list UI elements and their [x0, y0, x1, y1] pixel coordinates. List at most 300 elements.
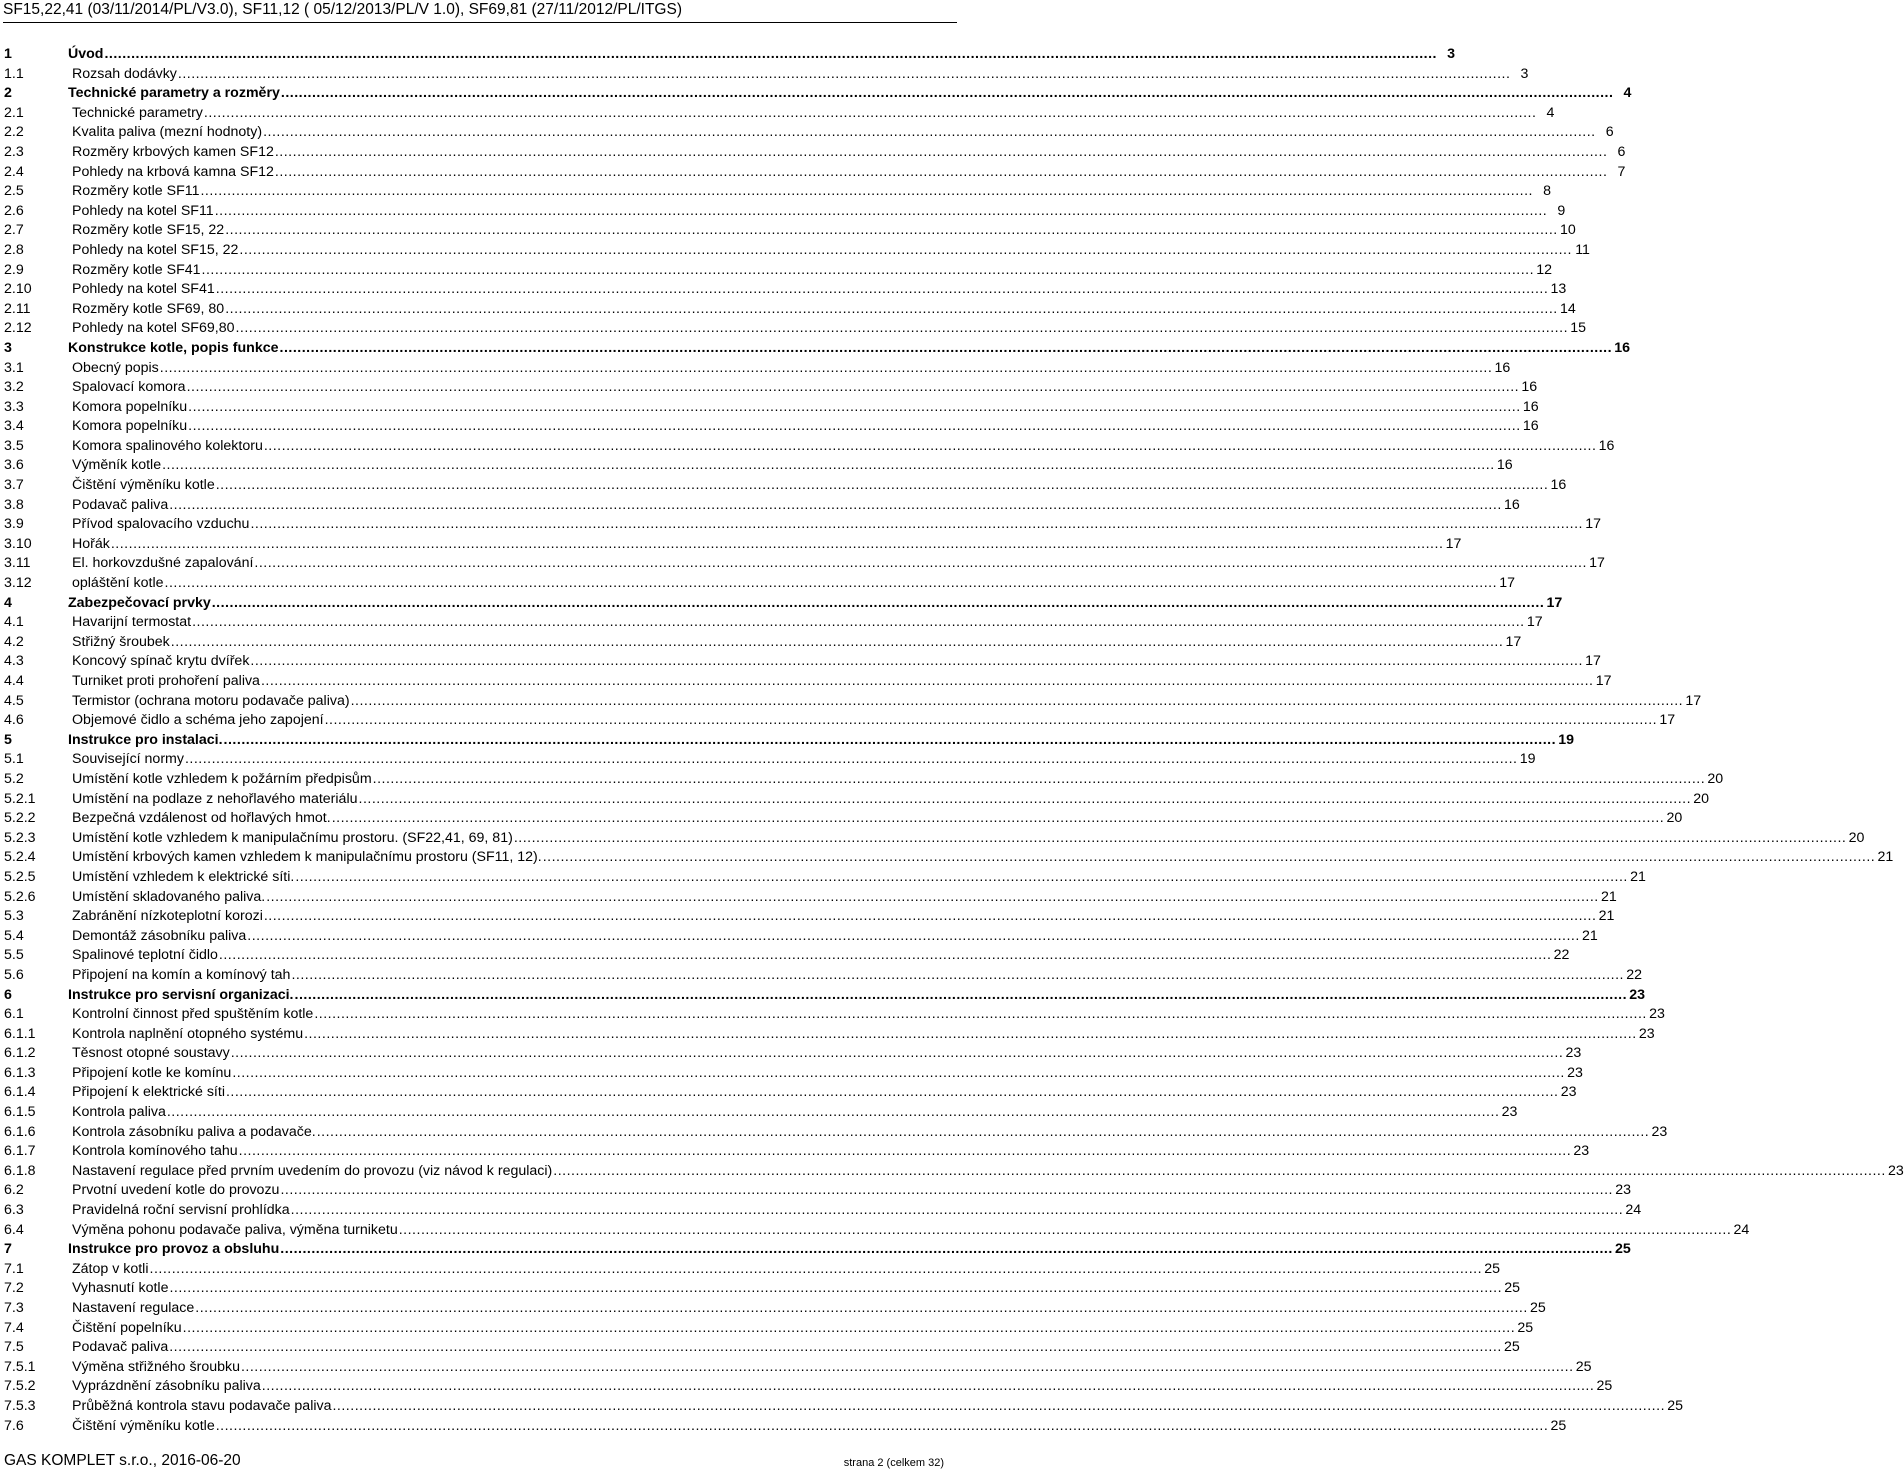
toc-entry[interactable]	[4, 1044, 1582, 1064]
toc-entry[interactable]	[4, 476, 1567, 496]
toc-entry-title-wrap	[68, 1103, 1499, 1123]
toc-entry-title: Kontrola zásobníku paliva a podavače.	[72, 1123, 316, 1140]
toc-entry[interactable]	[4, 711, 1676, 731]
toc-entry-title: Havarijní termostat	[72, 614, 192, 631]
toc-entry-page: 23	[1615, 1182, 1631, 1199]
toc-entry-page: 25	[1550, 1417, 1567, 1434]
toc-entry[interactable]	[4, 496, 1520, 516]
toc-entry-number: 6.2	[4, 1182, 24, 1199]
toc-entry-number: 2.11	[4, 300, 31, 317]
toc-dot-leader: ............................................................................................................................................................................................................................................................................................................	[274, 163, 1608, 180]
toc-entry-title: Výměna střižného šroubku	[72, 1358, 240, 1375]
toc-entry-number: 3.7	[4, 477, 24, 494]
toc-entry-title-wrap	[68, 221, 1558, 241]
toc-entry-title-wrap	[68, 790, 1691, 810]
toc-entry[interactable]	[4, 163, 1626, 183]
toc-entry[interactable]	[4, 574, 1516, 594]
toc-entry[interactable]	[4, 1338, 1520, 1358]
toc-entry-page: 16	[1522, 398, 1539, 415]
toc-entry-page: 7	[1617, 163, 1626, 180]
toc-entry-title-wrap	[68, 1162, 1886, 1182]
toc-entry[interactable]	[4, 848, 1894, 868]
toc-entry[interactable]	[4, 1142, 1590, 1162]
toc-dot-leader: ............................................................................................................................................................................................................................................................................................................	[104, 46, 1437, 62]
toc-entry-number: 2	[4, 85, 12, 102]
toc-entry-title-wrap	[68, 1338, 1502, 1358]
toc-entry[interactable]	[4, 221, 1576, 241]
toc-entry-page: 17	[1589, 555, 1605, 572]
toc-dot-leader: ............................................................................................................................................................................................................................................................................................................	[331, 810, 1665, 827]
toc-entry-page: 24	[1733, 1221, 1750, 1238]
toc-entry-number: 7.4	[4, 1319, 24, 1336]
toc-entry-page: 25	[1575, 1358, 1592, 1375]
toc-entry-title: Koncový spínač krytu dvířek	[72, 653, 250, 670]
toc-entry-number: 5.2.4	[4, 849, 36, 866]
toc-entry-number: 2.6	[4, 202, 24, 219]
toc-entry[interactable]	[4, 104, 1555, 124]
toc-entry-number: 4	[4, 594, 12, 611]
toc-entry-title: Obecný popis	[72, 359, 159, 376]
toc-entry-title-wrap	[68, 300, 1558, 320]
toc-entry-number: 7	[4, 1241, 12, 1258]
toc-entry-title: Vyprázdnění zásobníku paliva	[72, 1378, 261, 1395]
toc-entry[interactable]	[4, 1103, 1518, 1123]
toc-entry[interactable]	[4, 613, 1543, 633]
toc-entry-title-wrap	[68, 1123, 1649, 1143]
toc-entry[interactable]	[4, 633, 1522, 653]
toc-entry[interactable]	[4, 554, 1605, 574]
toc-entry[interactable]	[4, 143, 1626, 163]
toc-entry[interactable]	[4, 1162, 1904, 1182]
toc-entry-page: 25	[1596, 1378, 1613, 1395]
toc-entry[interactable]	[4, 417, 1539, 437]
toc-entry-page: 6	[1617, 143, 1626, 160]
toc-entry[interactable]	[4, 535, 1462, 555]
toc-entry-page: 6	[1605, 124, 1614, 141]
toc-entry-title-wrap	[68, 65, 1510, 85]
toc-dot-leader: ............................................................................................................................................................................................................................................................................................................	[279, 339, 1613, 356]
toc-entry-page: 17	[1546, 594, 1563, 611]
toc-dot-leader: ............................................................................................................................................................................................................................................................................................................	[164, 575, 1498, 592]
toc-dot-leader: ............................................................................................................................................................................................................................................................................................................	[324, 712, 1658, 729]
toc-entry-number: 3.4	[4, 418, 24, 435]
toc-entry-number: 3.2	[4, 379, 24, 396]
toc-entry-title: Připojení k elektrické síti	[72, 1084, 225, 1101]
toc-entry-number: 3.6	[4, 457, 24, 474]
toc-entry-title: Konstrukce kotle, popis funkce	[68, 339, 279, 356]
toc-entry-title: El. horkovzdušné zapalování	[72, 555, 254, 572]
toc-entry-title: Umístění krbových kamen vzhledem k manipulačnímu prostoru (SF11, 12).	[72, 849, 542, 866]
toc-dot-leader: ............................................................................................................................................................................................................................................................................................................	[211, 594, 1545, 611]
toc-entry-title-wrap	[68, 946, 1551, 966]
toc-entry-title-wrap	[68, 104, 1536, 124]
toc-entry-page: 16	[1522, 418, 1539, 435]
toc-entry-number: 2.3	[4, 143, 24, 160]
toc-entry-page: 16	[1496, 457, 1513, 474]
toc-dot-leader: ............................................................................................................................................................................................................................................................................................................	[218, 947, 1552, 964]
toc-dot-leader: ............................................................................................................................................................................................................................................................................................................	[240, 1358, 1574, 1375]
toc-entry-number: 3.5	[4, 437, 24, 454]
toc-dot-leader: ............................................................................................................................................................................................................................................................................................................	[110, 535, 1444, 552]
toc-entry-title-wrap	[68, 1299, 1528, 1319]
toc-entry[interactable]	[4, 84, 1632, 104]
header-text: SF15,22,41 (03/11/2014/PL/V3.0), SF11,12 ( 05/12/2013/PL/V 1.0), SF69,81 (27/11/2012/PL/ITGS)	[3, 1, 682, 18]
toc-entry-page: 23	[1638, 1025, 1655, 1042]
toc-dot-leader: ............................................................................................................................................................................................................................................................................................................	[260, 673, 1594, 689]
toc-entry[interactable]	[4, 45, 1455, 65]
toc-entry-number: 3.12	[4, 575, 32, 592]
toc-entry[interactable]	[4, 809, 1683, 829]
toc-entry-title: Instrukce pro provoz a obsluhu	[68, 1241, 280, 1258]
toc-dot-leader: ............................................................................................................................................................................................................................................................................................................	[238, 1143, 1572, 1160]
toc-entry[interactable]	[4, 672, 1612, 692]
toc-entry[interactable]	[4, 359, 1511, 379]
toc-entry-number: 3.10	[4, 535, 32, 552]
toc-entry-title: Výměník kotle	[72, 457, 162, 474]
table-of-contents	[4, 45, 1904, 1436]
toc-entry-number: 6.4	[4, 1221, 24, 1238]
toc-entry-title-wrap	[68, 1064, 1565, 1084]
toc-entry[interactable]	[4, 966, 1642, 986]
toc-dot-leader: ............................................................................................................................................................................................................................................................................................................	[186, 379, 1520, 396]
toc-dot-leader: ............................................................................................................................................................................................................................................................................................................	[314, 1006, 1647, 1023]
toc-entry[interactable]	[4, 1201, 1642, 1221]
toc-dot-leader: ............................................................................................................................................................................................................................................................................................................	[169, 1339, 1502, 1356]
toc-entry-page: 23	[1573, 1143, 1590, 1160]
toc-entry[interactable]	[4, 1299, 1546, 1319]
toc-entry[interactable]	[4, 456, 1513, 476]
toc-entry-title-wrap	[68, 163, 1607, 183]
toc-entry[interactable]	[4, 1417, 1567, 1437]
toc-entry[interactable]	[4, 652, 1601, 672]
toc-entry-page: 17	[1659, 712, 1676, 729]
toc-dot-leader: ............................................................................................................................................................................................................................................................................................................	[166, 1104, 1500, 1121]
toc-entry-page: 25	[1503, 1339, 1520, 1356]
toc-entry-title-wrap	[68, 1044, 1563, 1064]
toc-entry-page: 17	[1445, 535, 1462, 552]
toc-dot-leader: ............................................................................................................................................................................................................................................................................................................	[239, 241, 1572, 258]
toc-entry-title-wrap	[68, 1240, 1613, 1260]
toc-entry-title: Pohledy na kotel SF69,80	[72, 320, 235, 337]
toc-entry-page: 4	[1546, 104, 1555, 121]
toc-entry[interactable]	[4, 946, 1570, 966]
toc-dot-leader: ............................................................................................................................................................................................................................................................................................................	[280, 1241, 1613, 1258]
toc-dot-leader: ............................................................................................................................................................................................................................................................................................................	[169, 1280, 1503, 1297]
toc-entry[interactable]	[4, 378, 1538, 398]
toc-entry-page: 20	[1707, 770, 1724, 787]
toc-entry[interactable]	[4, 1123, 1668, 1143]
toc-dot-leader: ............................................................................................................................................................................................................................................................................................................	[274, 143, 1608, 160]
toc-dot-leader: ............................................................................................................................................................................................................................................................................................................	[149, 1260, 1483, 1277]
toc-entry-title: Hořák	[72, 535, 110, 552]
toc-entry[interactable]	[4, 515, 1601, 535]
toc-entry-title-wrap	[68, 829, 1846, 849]
toc-entry-page: 10	[1559, 222, 1576, 239]
toc-entry-title: Rozměry kotle SF15, 22	[72, 222, 225, 239]
toc-entry-title: Kontrola naplnění otopného systému	[72, 1025, 304, 1042]
toc-entry[interactable]	[4, 1397, 1684, 1417]
toc-entry-title: Kvalita paliva (mezní hodnoty)	[72, 124, 263, 141]
toc-entry-page: 23	[1501, 1104, 1518, 1121]
toc-entry-page: 23	[1560, 1084, 1577, 1101]
toc-entry[interactable]	[4, 398, 1539, 418]
toc-dot-leader: ............................................................................................................................................................................................................................................................................................................	[225, 222, 1558, 239]
toc-entry[interactable]	[4, 319, 1587, 339]
toc-entry-title: Technické parametry a rozměry	[68, 85, 280, 102]
toc-entry-number: 3	[4, 339, 12, 356]
toc-entry-page: 4	[1623, 85, 1632, 102]
toc-entry-title-wrap	[68, 378, 1519, 398]
toc-entry-number: 5.2.5	[4, 868, 36, 885]
toc-entry-title: Prvotní uvedení kotle do provozu	[72, 1182, 280, 1199]
document-footer	[4, 1451, 954, 1471]
toc-entry-title: Zabránění nízkoteplotní korozi	[72, 908, 263, 925]
toc-entry-number: 3.8	[4, 496, 24, 513]
toc-entry[interactable]	[4, 300, 1576, 320]
toc-entry-title: Pohledy na kotel SF11	[72, 202, 214, 219]
toc-dot-leader: ............................................................................................................................................................................................................................................................................................................	[290, 1202, 1624, 1219]
toc-dot-leader: ............................................................................................................................................................................................................................................................................................................	[235, 320, 1569, 337]
toc-dot-leader: ............................................................................................................................................................................................................................................................................................................	[398, 1221, 1732, 1238]
toc-entry[interactable]	[4, 868, 1646, 888]
toc-entry-title: Demontáž zásobníku paliva	[72, 927, 247, 944]
toc-dot-leader: ............................................................................................................................................................................................................................................................................................................	[316, 1123, 1650, 1140]
toc-entry-title-wrap	[68, 1142, 1571, 1162]
toc-entry-title-wrap	[68, 417, 1521, 437]
toc-entry-title-wrap	[68, 280, 1548, 300]
toc-entry[interactable]	[4, 261, 1553, 281]
toc-dot-leader: ............................................................................................................................................................................................................................................................................................................	[332, 1397, 1666, 1414]
toc-dot-leader: ............................................................................................................................................................................................................................................................................................................	[214, 202, 1548, 219]
toc-entry-title: Střižný šroubek	[72, 633, 170, 650]
toc-entry-number: 6.1.2	[4, 1045, 36, 1062]
toc-entry[interactable]	[4, 1064, 1583, 1084]
toc-dot-leader: ............................................................................................................................................................................................................................................................................................................	[261, 1378, 1595, 1395]
toc-entry-title: Pravidelná roční servisní prohlídka	[72, 1202, 290, 1219]
toc-entry-number: 4.2	[4, 633, 24, 650]
toc-entry[interactable]	[4, 927, 1598, 947]
toc-dot-leader: ............................................................................................................................................................................................................................................................................................................	[200, 183, 1533, 200]
toc-entry-page: 17	[1685, 692, 1702, 709]
toc-entry[interactable]	[4, 731, 1575, 751]
toc-entry-title-wrap	[68, 848, 1875, 868]
toc-dot-leader: ............................................................................................................................................................................................................................................................................................................	[188, 418, 1521, 435]
toc-entry-number: 5.2.3	[4, 829, 36, 846]
toc-entry[interactable]	[4, 65, 1529, 85]
toc-entry-title: Úvod	[68, 46, 104, 62]
toc-entry[interactable]	[4, 339, 1631, 359]
toc-entry-title: Umístění kotle vzhledem k manipulačnímu prostoru. (SF22,41, 69, 81)	[72, 829, 513, 846]
toc-dot-leader: ............................................................................................................................................................................................................................................................................................................	[280, 1182, 1613, 1199]
toc-entry-title-wrap	[68, 1377, 1594, 1397]
toc-entry-title-wrap	[68, 888, 1599, 908]
toc-entry[interactable]	[4, 907, 1615, 927]
toc-entry[interactable]	[4, 594, 1563, 614]
toc-entry[interactable]	[4, 692, 1702, 712]
toc-entry-title: Nastavení regulace před prvním uvedením do provozu (viz návod k regulaci)	[72, 1162, 553, 1179]
toc-entry-number: 2.4	[4, 163, 24, 180]
toc-entry-title: Rozměry kotle SF41	[72, 261, 201, 278]
toc-entry-title-wrap	[68, 476, 1548, 496]
toc-entry[interactable]	[4, 1221, 1750, 1241]
toc-dot-leader: ............................................................................................................................................................................................................................................................................................................	[266, 888, 1599, 905]
toc-entry-title: Připojení na komín a komínový tah	[72, 966, 291, 983]
toc-entry[interactable]	[4, 1279, 1521, 1299]
toc-entry[interactable]	[4, 1005, 1665, 1025]
toc-entry-page: 17	[1595, 673, 1612, 689]
toc-entry-title-wrap	[68, 652, 1583, 672]
toc-entry-page: 17	[1505, 633, 1522, 650]
toc-entry-page: 25	[1484, 1260, 1501, 1277]
toc-entry-title: Čištění výměníku kotle	[72, 477, 215, 494]
toc-entry-number: 6.1.4	[4, 1084, 36, 1101]
toc-entry[interactable]	[4, 1240, 1631, 1260]
toc-entry-title: Rozměry kotle SF11	[72, 183, 200, 200]
toc-entry[interactable]	[4, 123, 1614, 143]
toc-entry-title-wrap	[68, 143, 1607, 163]
toc-entry-number: 2.1	[4, 104, 24, 121]
toc-entry-number: 5.2.6	[4, 888, 36, 905]
toc-entry-title: Rozměry kotle SF69, 80	[72, 300, 225, 317]
toc-entry[interactable]	[4, 202, 1566, 222]
toc-entry-number: 5.1	[4, 751, 24, 768]
toc-entry-title: Kontrola komínového tahu	[72, 1143, 238, 1160]
toc-dot-leader: ............................................................................................................................................................................................................................................................................................................	[291, 966, 1624, 983]
toc-entry-number: 2.10	[4, 281, 32, 298]
toc-entry[interactable]	[4, 770, 1724, 790]
toc-entry-page: 17	[1585, 653, 1601, 670]
toc-dot-leader: ............................................................................................................................................................................................................................................................................................................	[182, 1319, 1516, 1336]
toc-entry-title: Výměna pohonu podavače paliva, výměna turniketu	[72, 1221, 398, 1238]
toc-dot-leader: ............................................................................................................................................................................................................................................................................................................	[230, 1045, 1564, 1062]
toc-entry-title-wrap	[68, 986, 1627, 1006]
toc-entry-page: 20	[1666, 810, 1683, 827]
toc-dot-leader: ............................................................................................................................................................................................................................................................................................................	[223, 731, 1557, 748]
toc-entry-title-wrap	[68, 359, 1492, 379]
toc-entry-title: opláštění kotle	[72, 575, 164, 592]
toc-entry-title: Spalinové teplotní čidlo	[72, 947, 218, 964]
toc-entry[interactable]	[4, 986, 1646, 1006]
toc-entry-title: Umístění kotle vzhledem k požárním předpisům	[72, 770, 372, 787]
toc-entry[interactable]	[4, 241, 1590, 261]
toc-entry[interactable]	[4, 829, 1865, 849]
toc-dot-leader: ............................................................................................................................................................................................................................................................................................................	[177, 65, 1511, 82]
toc-entry-title: Související normy	[72, 751, 184, 768]
toc-entry-title-wrap	[68, 84, 1613, 104]
toc-entry-page: 21	[1598, 908, 1615, 925]
toc-entry-page: 19	[1519, 751, 1536, 768]
toc-entry-page: 25	[1517, 1319, 1534, 1336]
toc-entry-page: 23	[1888, 1162, 1904, 1179]
toc-entry-title: Zátop v kotli	[72, 1260, 149, 1277]
toc-dot-leader: ............................................................................................................................................................................................................................................................................................................	[263, 437, 1597, 454]
toc-entry-title: Přívod spalovacího vzduchu	[72, 516, 250, 533]
toc-entry-page: 21	[1600, 888, 1617, 905]
toc-dot-leader: ............................................................................................................................................................................................................................................................................................................	[553, 1162, 1886, 1179]
toc-entry-title: Umístění na podlaze z nehořlavého materiálu	[72, 790, 358, 807]
toc-entry-title-wrap	[68, 182, 1533, 202]
toc-entry-page: 16	[1503, 496, 1520, 513]
toc-entry-page: 16	[1614, 339, 1631, 356]
toc-entry-number: 7.3	[4, 1300, 24, 1316]
toc-entry-title-wrap	[68, 1397, 1665, 1417]
toc-entry-number: 4.6	[4, 712, 24, 729]
toc-entry-title: Umístění vzhledem k elektrické síti.	[72, 868, 295, 885]
toc-entry[interactable]	[4, 182, 1551, 202]
toc-entry-number: 7.5.1	[4, 1358, 36, 1375]
toc-entry-page: 13	[1550, 281, 1567, 298]
toc-entry-title-wrap	[68, 123, 1596, 143]
toc-dot-leader: ............................................................................................................................................................................................................................................................................................................	[225, 300, 1558, 317]
toc-entry-title-wrap	[68, 613, 1525, 633]
toc-entry-title-wrap	[68, 535, 1443, 555]
toc-entry-title-wrap	[68, 1279, 1502, 1299]
toc-entry-title-wrap	[68, 731, 1556, 751]
toc-entry[interactable]	[4, 1025, 1655, 1045]
toc-entry-title: Připojení kotle ke komínu	[72, 1064, 232, 1081]
toc-entry-title: Komora popelníku	[72, 398, 188, 415]
toc-dot-leader: ............................................................................................................................................................................................................................................................................................................	[162, 457, 1495, 474]
toc-dot-leader: ............................................................................................................................................................................................................................................................................................................	[215, 1417, 1549, 1434]
toc-entry-title: Podavač paliva	[72, 496, 169, 513]
toc-entry-number: 6.1.6	[4, 1123, 36, 1140]
toc-entry-number: 7.5	[4, 1339, 24, 1356]
toc-entry-title: Pohledy na kotel SF15, 22	[72, 241, 239, 258]
toc-entry[interactable]	[4, 1319, 1534, 1339]
document-header	[3, 0, 957, 23]
toc-entry-page: 11	[1575, 241, 1590, 258]
toc-entry[interactable]	[4, 790, 1710, 810]
toc-entry-title-wrap	[68, 809, 1664, 829]
toc-entry[interactable]	[4, 1083, 1577, 1103]
toc-entry-page: 25	[1530, 1300, 1546, 1316]
toc-entry[interactable]	[4, 437, 1615, 457]
toc-entry-number: 7.2	[4, 1280, 24, 1297]
toc-entry[interactable]	[4, 1181, 1631, 1201]
toc-dot-leader: ............................................................................................................................................................................................................................................................................................................	[184, 751, 1518, 768]
toc-entry-number: 7.5.2	[4, 1378, 36, 1395]
toc-entry-title-wrap	[68, 711, 1657, 731]
toc-entry-title: Průběžná kontrola stavu podavače paliva	[72, 1397, 332, 1414]
toc-entry-page: 15	[1570, 320, 1587, 337]
toc-entry[interactable]	[4, 750, 1536, 770]
toc-entry[interactable]	[4, 280, 1567, 300]
toc-entry[interactable]	[4, 1260, 1501, 1280]
toc-entry-title: Těsnost otopné soustavy	[72, 1045, 230, 1062]
toc-dot-leader: ............................................................................................................................................................................................................................................................................................................	[170, 633, 1504, 650]
toc-entry-title-wrap	[68, 966, 1624, 986]
toc-entry[interactable]	[4, 1377, 1613, 1397]
toc-entry-title: Nastavení regulace	[72, 1300, 195, 1316]
toc-entry-number: 7.6	[4, 1417, 24, 1434]
toc-entry-number: 3.11	[4, 555, 31, 572]
toc-entry-page: 23	[1565, 1045, 1582, 1062]
toc-entry-page: 16	[1521, 379, 1538, 396]
footer-company-date: GAS KOMPLET s.r.o., 2016-06-20	[4, 1452, 241, 1469]
toc-entry-number: 6	[4, 986, 12, 1003]
toc-entry-title-wrap	[68, 594, 1544, 614]
toc-entry-title: Spalovací komora	[72, 379, 186, 396]
toc-entry-page: 23	[1629, 986, 1646, 1003]
toc-entry-title-wrap	[68, 515, 1583, 535]
toc-entry-page: 17	[1526, 614, 1543, 631]
toc-entry-number: 5.2	[4, 770, 24, 787]
toc-entry-number: 1	[4, 46, 12, 62]
toc-entry-title: Pohledy na kotel SF41	[72, 281, 215, 298]
toc-entry-number: 2.2	[4, 124, 24, 141]
toc-entry[interactable]	[4, 1358, 1592, 1378]
toc-entry[interactable]	[4, 888, 1617, 908]
